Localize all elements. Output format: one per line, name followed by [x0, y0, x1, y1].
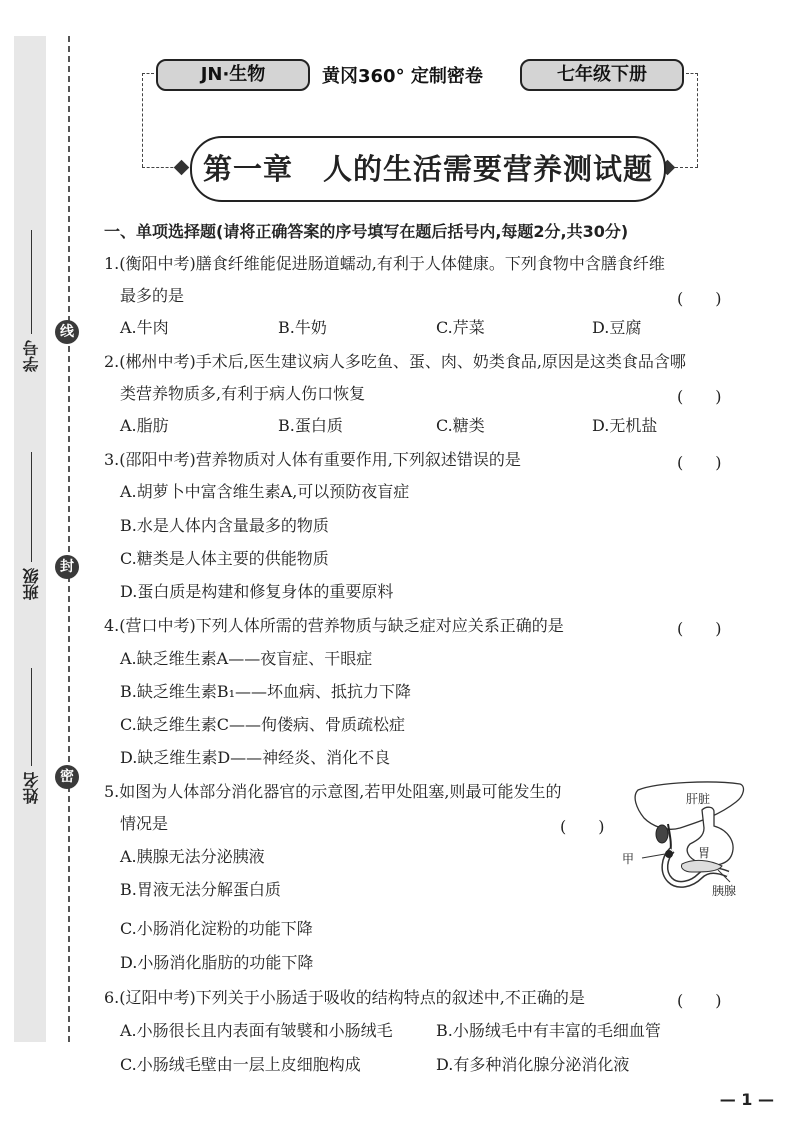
- question-2-stem: 2.(郴州中考)手术后,医生建议病人多吃鱼、蛋、肉、奶类食品,原因是这类食品含哪: [104, 352, 686, 371]
- question-3-option: D.蛋白质是构建和修复身体的重要原料: [120, 582, 394, 601]
- question-6-option: D.有多种消化腺分泌消化液: [436, 1055, 630, 1074]
- name-label: 姓名: [21, 772, 41, 804]
- question-3-option: B.水是人体内含量最多的物质: [120, 516, 329, 535]
- question-5-option: D.小肠消化脂肪的功能下降: [120, 953, 314, 972]
- question-3-answer-blank[interactable]: ( ): [677, 453, 722, 472]
- figure-label-stomach: 胃: [698, 846, 711, 860]
- question-2-stem: 类营养物质多,有利于病人伤口恢复: [120, 384, 366, 403]
- question-3-stem: 3.(邵阳中考)营养物质对人体有重要作用,下列叙述错误的是: [104, 450, 521, 469]
- question-2-option: B.蛋白质: [278, 416, 343, 435]
- digestive-organs-figure: [618, 778, 778, 908]
- student-number-blank[interactable]: [31, 230, 32, 334]
- question-5-option: B.胃液无法分解蛋白质: [120, 880, 281, 899]
- binding-dashed-line: [68, 36, 70, 1042]
- page-number: — 1 —: [719, 1090, 774, 1109]
- class-label: 班级: [21, 568, 41, 600]
- frame-line: [142, 73, 143, 167]
- question-6-option: B.小肠绒毛中有丰富的毛细血管: [436, 1021, 661, 1040]
- question-1-option: A.牛肉: [120, 318, 169, 337]
- grade-badge: 七年级下册: [520, 59, 684, 91]
- frame-line: [697, 73, 698, 167]
- question-4-option: A.缺乏维生素A——夜盲症、干眼症: [120, 649, 373, 668]
- question-5-stem: 情况是: [120, 814, 169, 833]
- question-6-stem: 6.(辽阳中考)下列关于小肠适于吸收的结构特点的叙述中,不正确的是: [104, 988, 585, 1007]
- question-2-option: C.糖类: [436, 416, 485, 435]
- question-1-stem: 最多的是: [120, 286, 185, 305]
- question-6-option: C.小肠绒毛壁由一层上皮细胞构成: [120, 1055, 361, 1074]
- name-blank[interactable]: [31, 668, 32, 766]
- question-5-stem: 5.如图为人体部分消化器官的示意图,若甲处阻塞,则最可能发生的: [104, 782, 562, 801]
- question-1-stem: 1.(衡阳中考)膳食纤维能促进肠道蠕动,有利于人体健康。下列食物中含膳食纤维: [104, 254, 665, 273]
- question-6-answer-blank[interactable]: ( ): [677, 991, 722, 1010]
- question-4-stem: 4.(营口中考)下列人体所需的营养物质与缺乏症对应关系正确的是: [104, 616, 564, 635]
- class-blank[interactable]: [31, 452, 32, 562]
- question-1-option: C.芹菜: [436, 318, 485, 337]
- question-3-option: A.胡萝卜中富含维生素A,可以预防夜盲症: [120, 482, 410, 501]
- question-1-option: B.牛奶: [278, 318, 327, 337]
- figure-label-liver: 肝脏: [686, 792, 711, 806]
- figure-label-pancreas: 胰腺: [712, 884, 737, 898]
- binding-stamp-xian: 线: [55, 320, 79, 344]
- question-2-option: D.无机盐: [592, 416, 658, 435]
- student-number-label: 学号: [21, 340, 41, 372]
- student-number-field[interactable]: [20, 230, 42, 372]
- question-6-option: A.小肠很长且内表面有皱襞和小肠绒毛: [120, 1021, 393, 1040]
- series-title: 黄冈360° 定制密卷: [322, 66, 483, 87]
- question-5-answer-blank[interactable]: ( ): [560, 817, 605, 836]
- class-field[interactable]: [20, 452, 42, 600]
- question-4-answer-blank[interactable]: ( ): [677, 619, 722, 638]
- question-5-option: A.胰腺无法分泌胰液: [120, 847, 265, 866]
- subject-badge: JN·生物: [156, 59, 310, 91]
- question-5-option: C.小肠消化淀粉的功能下降: [120, 919, 313, 938]
- question-4-option: D.缺乏维生素D——神经炎、消化不良: [120, 748, 391, 767]
- question-3-option: C.糖类是人体主要的供能物质: [120, 549, 329, 568]
- name-field[interactable]: [20, 668, 42, 804]
- diamond-ornament: [174, 160, 190, 176]
- question-2-answer-blank[interactable]: ( ): [677, 387, 722, 406]
- question-1-option: D.豆腐: [592, 318, 642, 337]
- page-title: 第一章 人的生活需要营养测试题: [190, 136, 666, 202]
- question-4-option: C.缺乏维生素C——佝偻病、骨质疏松症: [120, 715, 406, 734]
- question-4-option: B.缺乏维生素B₁——坏血病、抵抗力下降: [120, 682, 412, 701]
- question-2-option: A.脂肪: [120, 416, 169, 435]
- question-1-answer-blank[interactable]: ( ): [677, 289, 722, 308]
- binding-stamp-mi: 密: [55, 765, 79, 789]
- figure-label-jia: 甲: [622, 852, 635, 866]
- binding-stamp-feng: 封: [55, 555, 79, 579]
- section-heading: 一、单项选择题(请将正确答案的序号填写在题后括号内,每题2分,共30分): [104, 222, 629, 241]
- frame-line: [142, 73, 154, 74]
